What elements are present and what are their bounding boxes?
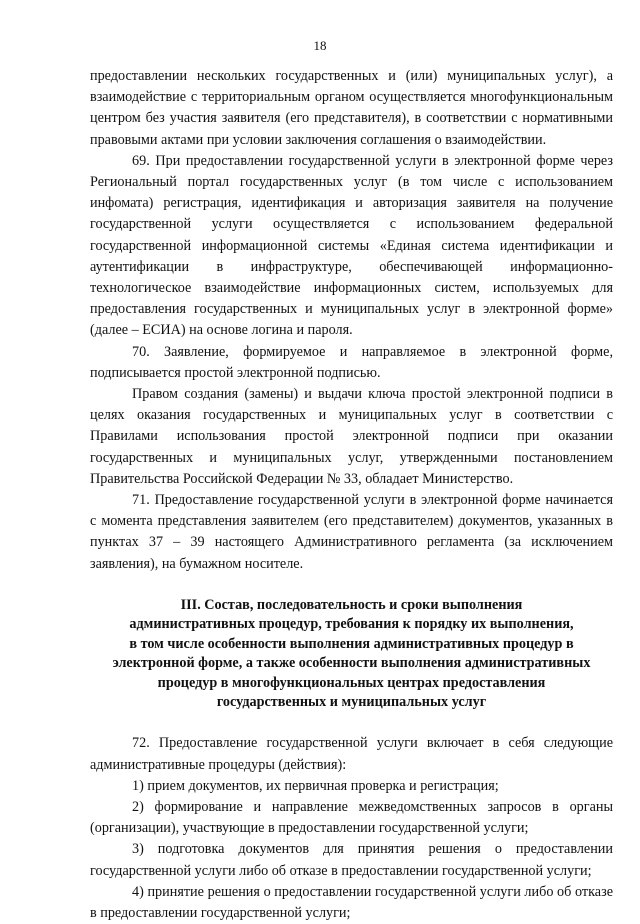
section-heading bbox=[90, 596, 613, 712]
list-item-2: 2) формирование и направление межведомственных запросов в органы (организации), участвующие в предоставлении государственной услуги; bbox=[90, 798, 613, 837]
section-heading-line: процедур в многофункциональных центрах предоставления bbox=[157, 674, 546, 691]
paragraph-simple-signature: Правом создания (замены) и выдачи ключа простой электронной подписи в целях оказания государственных и муниципальных услуг в соответствии с Правилами использования простой электронной подписи при оказании государственных и муниципальных услуг, утвержденными постановлением Правительства Российской Федерации № 33, обладает Министерство. bbox=[90, 386, 613, 487]
list-item-1: 1) прием документов, их первичная проверка и регистрация; bbox=[132, 777, 499, 794]
paragraph-72: 72. Предоставление государственной услуги включает в себя следующие административные процедуры (действия): bbox=[90, 735, 613, 773]
section-heading-line: электронной форме, а также особенности выполнения административных bbox=[112, 655, 591, 672]
paragraph-70: 70. Заявление, формируемое и направляемое в электронной форме, подписывается простой электронной подписью. bbox=[90, 343, 613, 381]
section-heading-line: государственных и муниципальных услуг bbox=[216, 693, 487, 710]
list-item-4: 4) принятие решения о предоставлении государственной услуги либо об отказе в предоставлении государственной услуги; bbox=[90, 883, 613, 921]
document-body bbox=[90, 66, 613, 924]
list-item-3: 3) подготовка документов для принятия решения о предоставлении государственной услуги либо об отказе в предоставлении государственной услуги; bbox=[90, 841, 613, 879]
paragraph-continuation: предоставлении нескольких государственных и (или) муниципальных услуг), а взаимодействие с территориальным органом осуществляется многофункциональным центром без участия заявителя (его представителя), в соответствии с нормативными правовыми актами при условии заключения соглашения о взаимодействии. bbox=[90, 68, 613, 148]
paragraph-71: 71. Предоставление государственной услуги в электронной форме начинается с момента представления заявителем (его представителем) документов, указанных в пунктах 37 – 39 настоящего Административного регламента (за исключением заявления), на бумажном носителе. bbox=[90, 492, 613, 572]
section-heading-line: в том числе особенности выполнения административных процедур в bbox=[129, 635, 574, 652]
section-heading-line: административных процедур, требования к порядку их выполнения, bbox=[129, 616, 574, 633]
section-heading-line: III. Состав, последовательность и сроки выполнения bbox=[180, 596, 523, 613]
page-number: 18 bbox=[313, 38, 327, 53]
paragraph-69: 69. При предоставлении государственной услуги в электронной форме через Региональный портал государственных услуг (в том числе с использованием инфомата) регистрация, идентификация и авторизация заявителя на получение государственной услуги осуществляется с использованием федеральной государственной информационной системы «Единая система идентификации и аутентификации в инфраструктуре, обеспечивающей информационно-технологическое взаимодействие информационных систем, используемых для предоставления государственных и муниципальных услуг в электронной форме» (далее – ЕСИА) на основе логина и пароля. bbox=[90, 152, 613, 339]
